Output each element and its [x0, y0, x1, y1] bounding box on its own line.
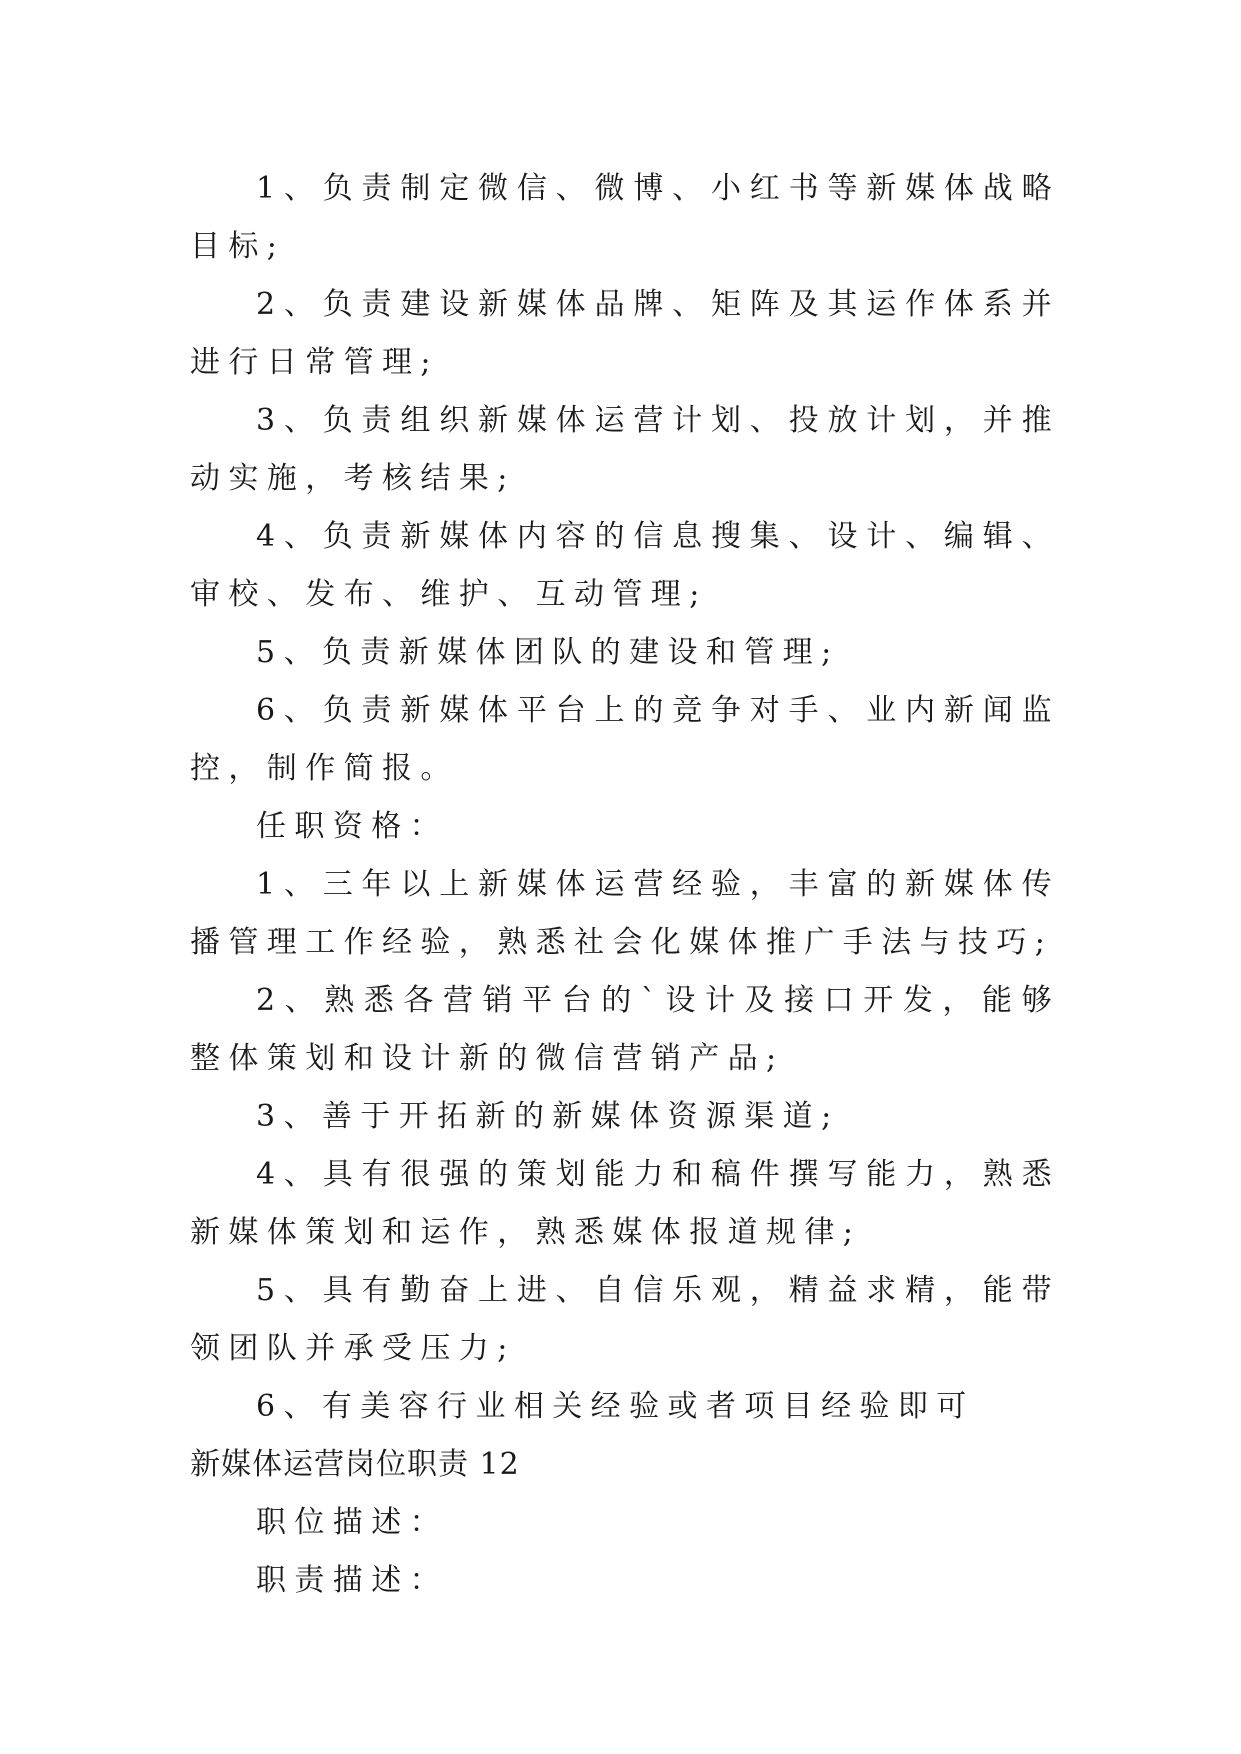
duty-item-4: 4、负责新媒体内容的信息搜集、设计、编辑、审校、发布、维护、互动管理;	[190, 519, 1060, 612]
qualification-item-6: 6、有美容行业相关经验或者项目经验即可	[256, 1389, 975, 1424]
position-description-label: 职位描述：	[256, 1505, 448, 1540]
document-body	[190, 160, 1060, 1610]
qualification-item-3: 3、善于开拓新的新媒体资源渠道;	[256, 1099, 840, 1134]
duty-description-label: 职责描述：	[256, 1563, 448, 1598]
qualification-item-4: 4、具有很强的策划能力和稿件撰写能力，熟悉新媒体策划和运作，熟悉媒体报道规律;	[190, 1157, 1060, 1250]
duty-item-2: 2、负责建设新媒体品牌、矩阵及其运作体系并进行日常管理;	[190, 287, 1060, 380]
duty-item-5: 5、负责新媒体团队的建设和管理;	[256, 635, 840, 670]
qualification-item-2: 2、熟悉各营销平台的`设计及接口开发，能够整体策划和设计新的微信营销产品;	[190, 983, 1060, 1076]
qualifications-label: 任职资格：	[256, 809, 448, 844]
qualification-item-1: 1、三年以上新媒体运营经验，丰富的新媒体传播管理工作经验，熟悉社会化媒体推广手法与技巧;	[190, 867, 1060, 960]
duty-item-3: 3、负责组织新媒体运营计划、投放计划，并推动实施，考核结果;	[190, 403, 1060, 496]
duty-item-1: 1、负责制定微信、微博、小红书等新媒体战略目标;	[190, 171, 1060, 264]
qualification-item-5: 5、具有勤奋上进、自信乐观，精益求精，能带领团队并承受压力;	[190, 1273, 1060, 1366]
duty-item-6: 6、负责新媒体平台上的竞争对手、业内新闻监控，制作简报。	[190, 693, 1060, 786]
section-heading: 新媒体运营岗位职责 12	[190, 1447, 520, 1482]
